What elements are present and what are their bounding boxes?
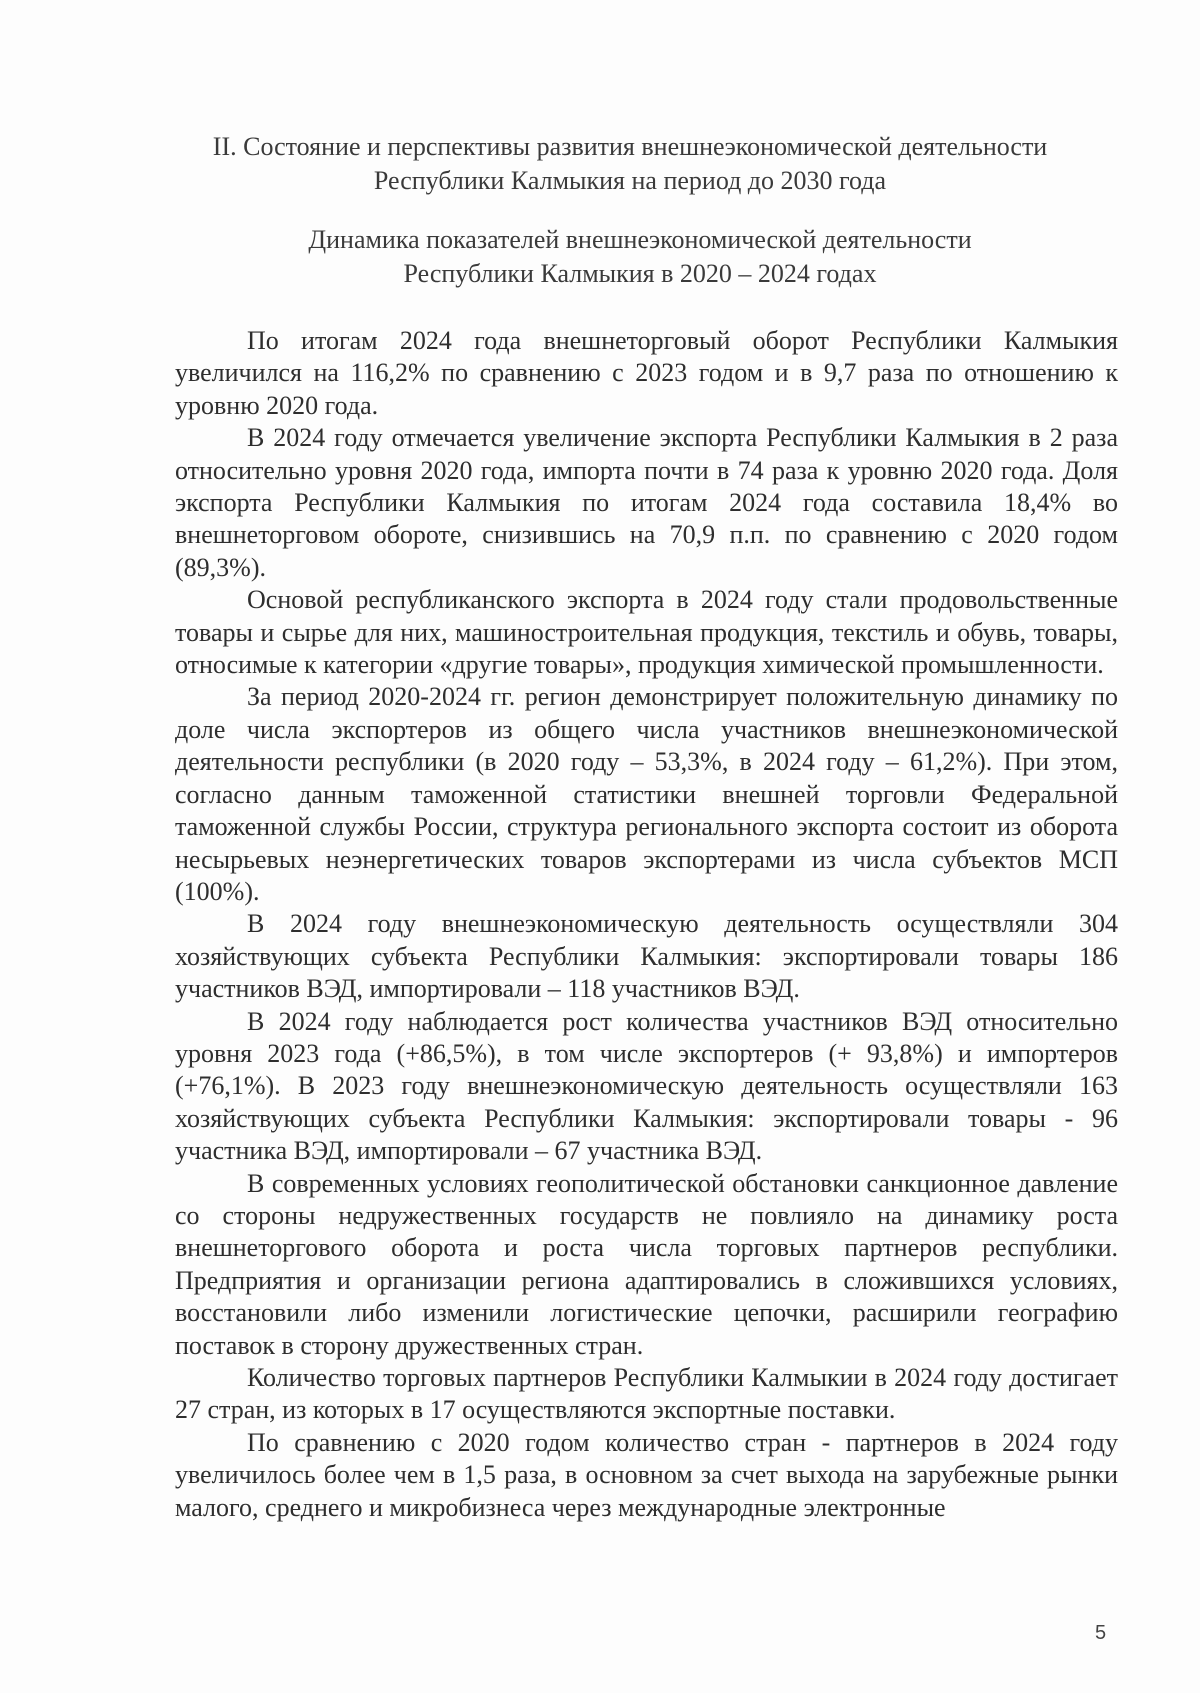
section-title <box>140 130 1120 198</box>
section-title-line-2: Республики Калмыкия на период до 2030 года <box>373 166 887 195</box>
paragraph-1: По итогам 2024 года внешнеторговый оборот Республики Калмыкия увеличился на 116,2% по сравнению с 2023 годом и в 9,7 раза по отношению к уровню 2020 года. <box>175 326 1118 420</box>
section-title-line-1: II. Состояние и перспективы развития внешнеэкономической деятельности <box>212 132 1048 161</box>
paragraph-8: Количество торговых партнеров Республики Калмыкии в 2024 году достигает 27 стран, из которых в 17 осуществляются экспортные поставки. <box>175 1363 1118 1425</box>
subsection-title-line-1: Динамика показателей внешнеэкономической деятельности <box>308 225 972 254</box>
paragraph-9: По сравнению с 2020 годом количество стран - партнеров в 2024 году увеличилось более чем в 1,5 раза, в основном за счет выхода на зарубежные рынки малого, среднего и микробизнеса через международные электронные <box>175 1427 1118 1522</box>
paragraph-5: В 2024 году внешнеэкономическую деятельность осуществляли 304 хозяйствующих субъекта Республики Калмыкия: экспортировали товары 186 участников ВЭД, импортировали – 118 участников ВЭД. <box>175 909 1118 1004</box>
paragraph-2: В 2024 году отмечается увеличение экспорта Республики Калмыкия в 2 раза относительно уровня 2020 года, импорта почти в 74 раза к уровню 2020 года. Доля экспорта Республики Калмыкия по итогам 2024 года составила 18,4% во внешнеторговом обороте, снизившись на 70,9 п.п. по сравнению с 2020 годом (89,3%). <box>175 423 1118 582</box>
page-number: 5 <box>1095 1622 1107 1644</box>
subsection-title <box>160 223 1120 291</box>
paragraph-3: Основой республиканского экспорта в 2024 году стали продовольственные товары и сырье для них, машиностроительная продукция, текстиль и обувь, товары, относимые к категории «другие товары», продукция химической промышленности. <box>175 585 1118 680</box>
paragraph-6: В 2024 году наблюдается рост количества участников ВЭД относительно уровня 2023 года (+86,5%), в том числе экспортеров (+ 93,8%) и импортеров (+76,1%). В 2023 году внешнеэкономическую деятельность осуществляли 163 хозяйствующих субъекта Республики Калмыкия: экспортировали товары - 96 участника ВЭД, импортировали – 67 участника ВЭД. <box>175 1006 1118 1166</box>
body-text <box>175 325 1118 1524</box>
paragraph-7: В современных условиях геополитической обстановки санкционное давление со стороны недружественных государств не повлияло на динамику роста внешнеторгового оборота и роста числа торговых партнеров республики. Предприятия и организации региона адаптировались в сложившихся условиях, восстановили либо изменили логистические цепочки, расширили географию поставок в сторону дружественных стран. <box>175 1168 1118 1360</box>
subsection-title-line-2: Республики Калмыкия в 2020 – 2024 годах <box>403 259 877 288</box>
paragraph-4: За период 2020-2024 гг. регион демонстрирует положительную динамику по доле числа экспортеров из общего числа участников внешнеэкономической деятельности республики (в 2020 году – 53,3%, в 2024 году – 61,2%). При этом, согласно данным таможенной статистики внешней торговли Федеральной таможенной службы России, структура регионального экспорта состоит из оборота несырьевых неэнергетических товаров экспортерами из числа субъектов МСП (100%). <box>175 682 1118 906</box>
